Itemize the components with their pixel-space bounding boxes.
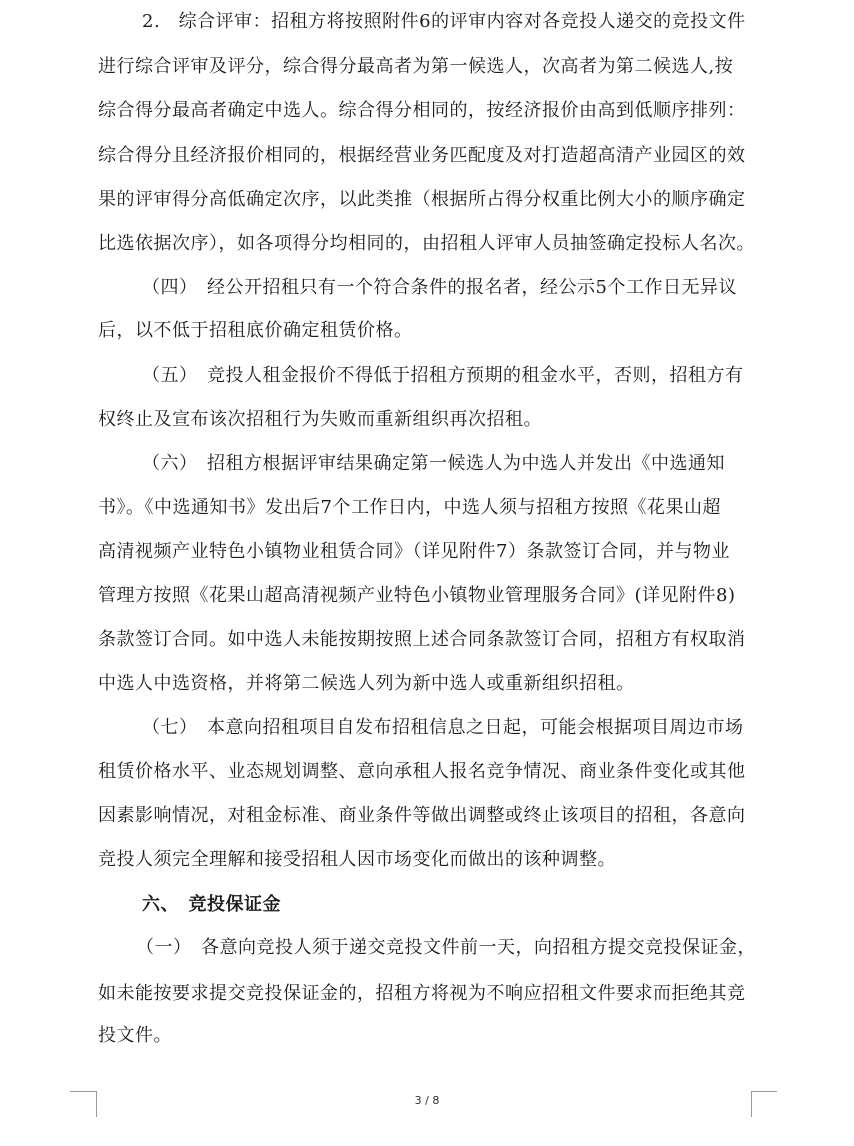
paragraph-line: 中选人中选资格，并将第二候选人列为新中选人或重新组织招租。 — [98, 673, 635, 694]
page-corner-mark-left — [70, 1091, 97, 1117]
paragraph-line: 竞投人须完全理解和接受招租人因市场变化而做出的该种调整。 — [98, 849, 616, 870]
page-corner-mark-right-top — [751, 1091, 777, 1092]
paragraph-line: 高清视频产业特色小镇物业租赁合同》（详见附件7）条款签订合同，并与物业 — [98, 541, 730, 562]
paragraph-line: 如未能按要求提交竞投保证金的，招租方将视为不响应招租文件要求而拒绝其竞 — [98, 983, 746, 1004]
paragraph-line: 综合得分最高者确定中选人。综合得分相同的，按经济报价由高到低顺序排列： — [98, 100, 746, 121]
paragraph-line: 综合得分且经济报价相同的，根据经营业务匹配度及对打造超高清产业园区的效 — [98, 145, 746, 166]
paragraph-line: （五） 竞投人租金报价不得低于招租方预期的租金水平，否则，招租方有 — [142, 365, 744, 386]
paragraph-line: 权终止及宣布该次招租行为失败而重新组织再次招租。 — [98, 409, 542, 430]
page-number: 3 / 8 — [414, 1094, 440, 1107]
paragraph-line: 条款签订合同。如中选人未能按期按照上述合同条款签订合同，招租方有权取消 — [98, 629, 746, 650]
paragraph-line: 书》。《中选通知书》发出后7个工作日内，中选人须与招租方按照《花果山超 — [98, 497, 721, 518]
page-corner-mark-left-top — [70, 1091, 96, 1092]
paragraph-line: 后，以不低于招租底价确定租赁价格。 — [98, 320, 413, 341]
paragraph-line: 管理方按照《花果山超高清视频产业特色小镇物业管理服务合同》(详见附件8) — [98, 585, 736, 606]
paragraph-line: 果的评审得分高低确定次序，以此类推（根据所占得分权重比例大小的顺序确定 — [98, 189, 746, 210]
paragraph-line: 租赁价格水平、业态规划调整、意向承租人报名竞争情况、商业条件变化或其他 — [98, 761, 746, 782]
paragraph-line: 投文件。 — [98, 1025, 172, 1046]
paragraph-line: 因素影响情况，对租金标准、商业条件等做出调整或终止该项目的招租，各意向 — [98, 805, 746, 826]
paragraph-line: （四） 经公开招租只有一个符合条件的报名者，经公示5个工作日无异议 — [142, 277, 737, 298]
paragraph-line: （六） 招租方根据评审结果确定第一候选人为中选人并发出《中选通知 — [142, 453, 725, 474]
paragraph-line: 进行综合评审及评分，综合得分最高者为第一候选人，次高者为第二候选人,按 — [98, 56, 734, 77]
paragraph-line: 比选依据次序），如各项得分均相同的，由招租人评审人员抽签确定投标人名次。 — [98, 233, 755, 254]
section-heading: 六、 竞投保证金 — [142, 894, 281, 915]
paragraph-line: （七） 本意向招租项目自发布招租信息之日起，可能会根据项目周边市场 — [142, 717, 744, 738]
paragraph-line: 2. 综合评审：招租方将按照附件6的评审内容对各竞投人递交的竞投文件 — [142, 11, 746, 32]
paragraph-line: （一） 各意向竞投人须于递交竞投文件前一天，向招租方提交竞投保证金， — [136, 937, 756, 958]
page-corner-mark-right — [751, 1091, 778, 1117]
